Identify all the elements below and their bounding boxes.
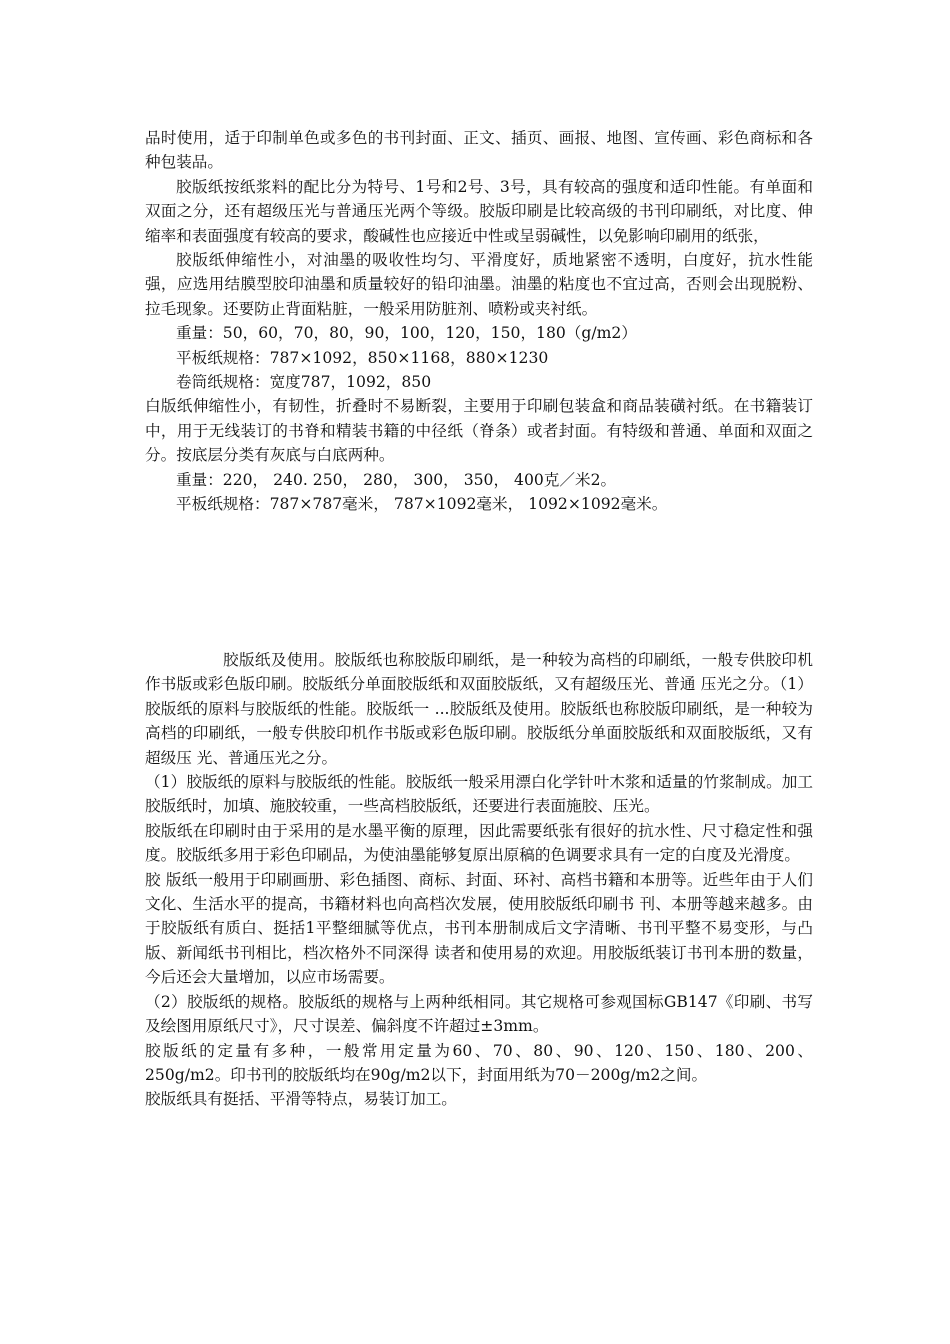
paragraph: 胶版纸在印刷时由于采用的是水墨平衡的原理，因此需要纸张有很好的抗水性、尺寸稳定性和强度。胶版纸多用于彩色印刷品，为使油墨能够复原出原稿的色调要求具有一定的白度及光滑度。: [145, 821, 813, 865]
paragraph: 品时使用，适于印制单色或多色的书刊封面、正文、插页、画报、地图、宣传画、彩色商标和各种包装品。: [145, 129, 813, 172]
text-section-top: [145, 126, 813, 517]
roll-size-spec: 卷筒纸规格：宽度787，1092，850: [176, 373, 432, 392]
paragraph: 胶版纸具有挺括、平滑等特点，易装订加工。: [145, 1090, 457, 1109]
sheet-size-spec: 平板纸规格：787×1092，850×1168，880×1230: [176, 348, 549, 367]
paragraph: 胶版纸的定量有多种，一般常用定量为60、70、80、90、120、150、180、200、250g/m2。印书刊的胶版纸均在90g/m2以下，封面用纸为70－200g/m2之间。: [145, 1041, 813, 1084]
paragraph: 胶版纸按纸浆料的配比分为特号、1号和2号、3号，具有较高的强度和适印性能。有单面和双面之分，还有超级压光与普通压光两个等级。胶版印刷是比较高级的书刊印刷纸，对比度、伸缩率和表面强度有较高的要求，酸碱性也应接近中性或呈弱碱性，以免影响印刷用的纸张，: [145, 177, 813, 245]
paragraph: 胶版纸伸缩性小，对油墨的吸收性均匀、平滑度好，质地紧密不透明，白度好，抗水性能强，应选用结膜型胶印油墨和质量较好的铅印油墨。油墨的粘度也不宜过高，否则会出现脱粉、拉毛现象。还要防止背面粘脏，一般采用防脏剂、喷粉或夹衬纸。: [145, 251, 813, 318]
weight-spec: 重量：220， 240. 250， 280， 300， 350， 400克／米2。: [176, 470, 617, 489]
paragraph: 胶 版纸一般用于印刷画册、彩色插图、商标、封面、环衬、高档书籍和本册等。近些年由于人们文化、生活水平的提高，书籍材料也向高档次发展，使用胶版纸印刷书 刊、本册等越来越多。由于胶版纸有质白、挺括1平整细腻等优点，书刊本册制成后文字清晰、书刊平整不易变形，与凸版、新闻纸书刊相比，档次格外不同深得 读者和使用易的欢迎。用胶版纸装订书刊本册的数量，今后还会大量增加，以应市场需要。: [145, 870, 813, 987]
paragraph: 白版纸伸缩性小，有韧性，折叠时不易断裂，主要用于印刷包装盒和商品装磺衬纸。在书籍装订中，用于无线装订的书脊和精装书籍的中径纸（脊条）或者封面。有特级和普通、单面和双面之分。按底层分类有灰底与白底两种。: [145, 397, 813, 465]
sheet-size-spec: 平板纸规格：787×787毫米， 787×1092毫米， 1092×1092毫米。: [176, 495, 668, 514]
text-section-bottom: [145, 648, 813, 1112]
weight-spec: 重量：50，60，70，80，90，100，120，150，180（g/m2）: [176, 324, 637, 343]
paragraph: （1）胶版纸的原料与胶版纸的性能。胶版纸一般采用漂白化学针叶木浆和适量的竹浆制成。加工胶版纸时，加填、施胶较重，一些高档胶版纸，还要进行表面施胶、压光。: [145, 773, 813, 816]
paragraph: （2）胶版纸的规格。胶版纸的规格与上两种纸相同。其它规格可参观国标GB147《印刷、书写及绘图用原纸尺寸》，尺寸误差、偏斜度不许超过±3mm。: [145, 992, 813, 1036]
paragraph: 胶版纸及使用。胶版纸也称胶版印刷纸，是一种较为高档的印刷纸，一般专供胶印机作书版或彩色版印刷。胶版纸分单面胶版纸和双面胶版纸，又有超级压光、普通 压光之分。（1）胶版纸的原料与胶版纸的性能。胶版纸一 ...胶版纸及使用。胶版纸也称胶版印刷纸，是一种较为高档的印刷纸，一般专供胶印机作书版或彩色版印刷。胶版纸分单面胶版纸和双面胶版纸，又有超级压 光、普通压光之分。: [145, 651, 813, 767]
